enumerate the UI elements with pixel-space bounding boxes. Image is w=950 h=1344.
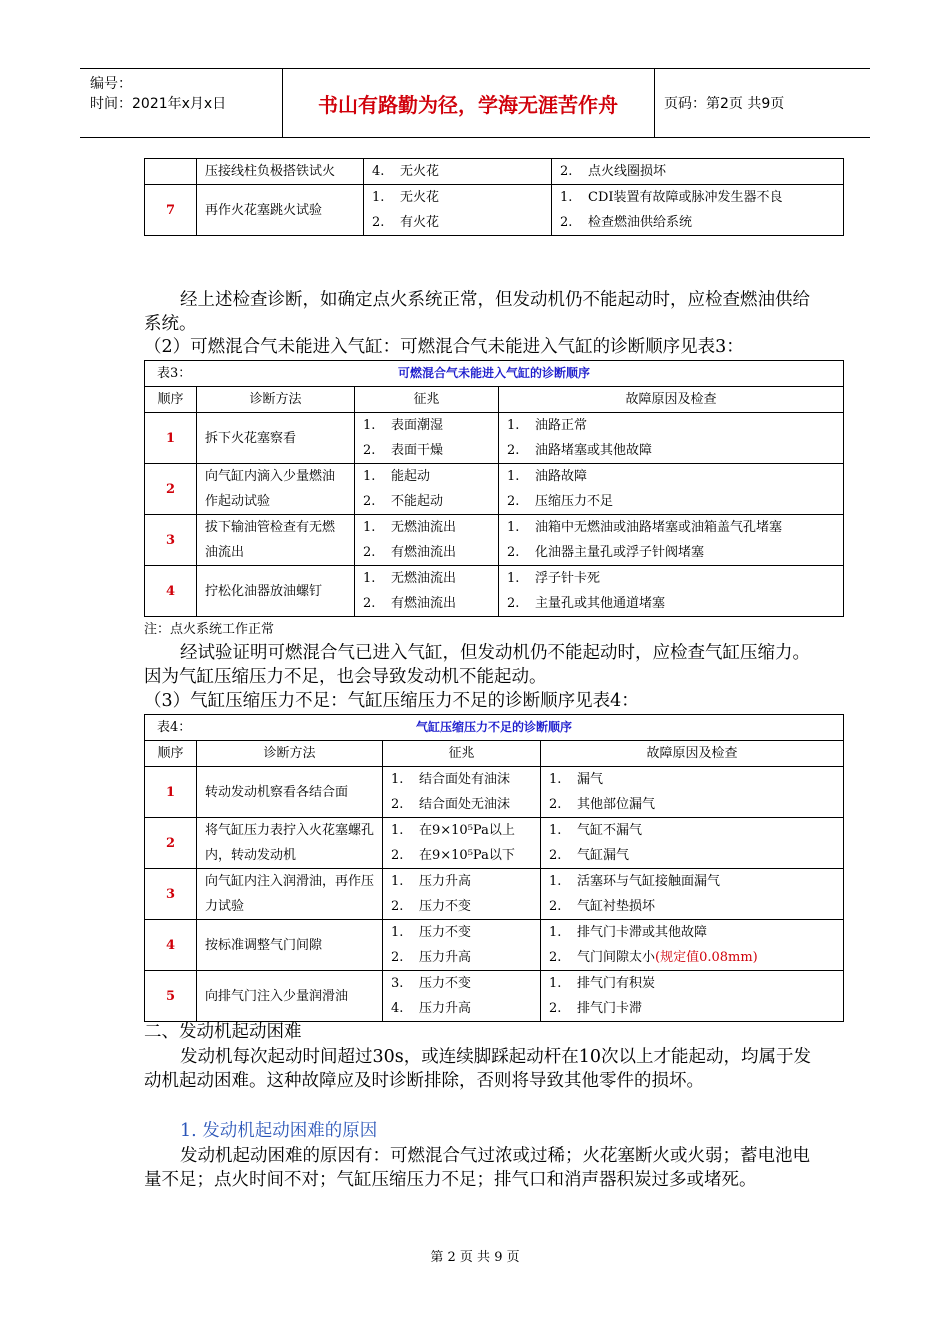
row-method: 向气缸内注入润滑油，再作压力试验 (197, 869, 383, 920)
row-number (145, 159, 197, 185)
row-causes: 2. 点火线圈损坏 (552, 159, 844, 185)
row-method: 拧松化油器放油螺钉 (197, 566, 355, 617)
table-3 (144, 360, 844, 617)
table-row (145, 159, 844, 185)
table-title: 可燃混合气未能进入气缸的诊断顺序 (397, 366, 590, 380)
row-causes: 1. 排气门卡滞或其他故障 2. 气门间隙太小 (规定值0.08mm) (541, 920, 844, 971)
table-title: 气缸压缩压力不足的诊断顺序 (415, 720, 572, 734)
table-row (145, 185, 844, 236)
row-causes: 1. 排气门有积炭 2. 排气门卡滞 (541, 971, 844, 1022)
table-label: 表3： (157, 366, 192, 381)
table-header-row (145, 387, 844, 413)
row-number: 2 (145, 464, 197, 515)
row-causes: 1. 活塞环与气缸接触面漏气 2. 气缸衬垫损坏 (541, 869, 844, 920)
row-signs: 1. 无燃油流出 2. 有燃油流出 (355, 515, 499, 566)
table-row (145, 515, 844, 566)
table-row (145, 920, 844, 971)
row-method: 向排气门注入少量润滑油 (197, 971, 383, 1022)
row-method: 将气缸压力表拧入火花塞螺孔内，转动发动机 (197, 818, 383, 869)
table-row (145, 869, 844, 920)
row-causes: 1. CDI装置有故障或脉冲发生器不良 2. 检查燃油供给系统 (552, 185, 844, 236)
paragraph-4: （3）气缸压缩压力不足：气缸压缩压力不足的诊断顺序见表4： (144, 691, 639, 711)
column-header: 征兆 (355, 387, 499, 413)
page-footer: 第 2 页 共 9 页 (430, 1250, 520, 1265)
row-causes: 1. 气缸不漏气 2. 气缸漏气 (541, 818, 844, 869)
row-signs: 1. 在9×10⁵Pa以上 2. 在9×10⁵Pa以下 (383, 818, 541, 869)
table-row (145, 818, 844, 869)
row-number: 1 (145, 413, 197, 464)
table-caption-row (145, 361, 844, 387)
column-header: 诊断方法 (197, 741, 383, 767)
row-method: 拔下输油管检查有无燃油流出 (197, 515, 355, 566)
row-causes: 1. 浮子针卡死 2. 主量孔或其他通道堵塞 (499, 566, 844, 617)
header-code: 编号： (90, 76, 132, 92)
row-number: 2 (145, 818, 197, 869)
table-row (145, 767, 844, 818)
paragraph-3: 经试验证明可燃混合气已进入气缸，但发动机仍不能起动时，应检查气缸压缩力。因为气缸压缩压力不足，也会导致发动机不能起动。 (144, 643, 810, 687)
table-note: 注：点火系统工作正常 (144, 622, 275, 637)
paragraph-6: 发动机起动困难的原因有：可燃混合气过浓或过稀；火花塞断火或火弱；蓄电池电量不足；点火时间不对；气缸压缩压力不足；排气口和消声器积炭过多或堵死。 (144, 1146, 810, 1190)
column-header: 故障原因及检查 (541, 741, 844, 767)
row-signs: 1. 表面潮湿 2. 表面干燥 (355, 413, 499, 464)
row-number: 4 (145, 566, 197, 617)
row-signs: 3. 压力不变 4. 压力升高 (383, 971, 541, 1022)
table-row (145, 413, 844, 464)
row-signs: 1. 压力不变 2. 压力升高 (383, 920, 541, 971)
column-header: 故障原因及检查 (499, 387, 844, 413)
section-heading: 二、发动机起动困难 (144, 1022, 302, 1042)
row-method: 再作火花塞跳火试验 (197, 185, 364, 236)
header-info (80, 69, 283, 137)
table-top (144, 158, 844, 236)
row-number: 4 (145, 920, 197, 971)
row-number: 3 (145, 869, 197, 920)
row-signs: 1. 能起动 2. 不能起动 (355, 464, 499, 515)
row-method: 压接线柱负极搭铁试火 (197, 159, 364, 185)
row-signs: 4. 无火花 (364, 159, 552, 185)
table-row (145, 464, 844, 515)
column-header: 顺序 (145, 387, 197, 413)
row-method: 拆下火花塞察看 (197, 413, 355, 464)
header-date: 时间：2021年x月x日 (90, 96, 227, 112)
spec-note: (规定值0.08mm) (655, 950, 758, 965)
row-method: 按标准调整气门间隙 (197, 920, 383, 971)
table-row (145, 566, 844, 617)
paragraph-5: 发动机每次起动时间超过30s，或连续脚踩起动杆在10次以上才能起动，均属于发动机起动困难。这种故障应及时诊断排除，否则将导致其他零件的损坏。 (144, 1047, 812, 1091)
column-header: 顺序 (145, 741, 197, 767)
row-signs: 1. 无火花 2. 有火花 (364, 185, 552, 236)
header-page: 页码：第2页 共9页 (664, 96, 785, 112)
table-header-row (145, 741, 844, 767)
row-number: 7 (145, 185, 197, 236)
header-motto: 书山有路勤为径，学海无涯苦作舟 (282, 69, 655, 137)
column-header: 诊断方法 (197, 387, 355, 413)
subheading-1: 1. 发动机起动困难的原因 (180, 1121, 378, 1141)
row-causes: 1. 油路正常 2. 油路堵塞或其他故障 (499, 413, 844, 464)
page-header (80, 68, 870, 138)
row-causes: 1. 漏气 2. 其他部位漏气 (541, 767, 844, 818)
row-method: 向气缸内滴入少量燃油作起动试验 (197, 464, 355, 515)
row-signs: 1. 结合面处有油沫 2. 结合面处无油沫 (383, 767, 541, 818)
row-number: 1 (145, 767, 197, 818)
row-signs: 1. 无燃油流出 2. 有燃油流出 (355, 566, 499, 617)
row-signs: 1. 压力升高 2. 压力不变 (383, 869, 541, 920)
row-number: 3 (145, 515, 197, 566)
row-method: 转动发动机察看各结合面 (197, 767, 383, 818)
table-caption-row (145, 715, 844, 741)
paragraph-1: 经上述检查诊断，如确定点火系统正常，但发动机仍不能起动时，应检查燃油供给系统。 (144, 290, 810, 334)
paragraph-2: （2）可燃混合气未能进入气缸：可燃混合气未能进入气缸的诊断顺序见表3： (144, 337, 744, 357)
table-4 (144, 714, 844, 1022)
column-header: 征兆 (383, 741, 541, 767)
row-causes: 1. 油箱中无燃油或油路堵塞或油箱盖气孔堵塞 2. 化油器主量孔或浮子针阀堵塞 (499, 515, 844, 566)
table-label: 表4： (157, 720, 192, 735)
row-causes: 1. 油路故障 2. 压缩压力不足 (499, 464, 844, 515)
row-number: 5 (145, 971, 197, 1022)
table-row (145, 971, 844, 1022)
